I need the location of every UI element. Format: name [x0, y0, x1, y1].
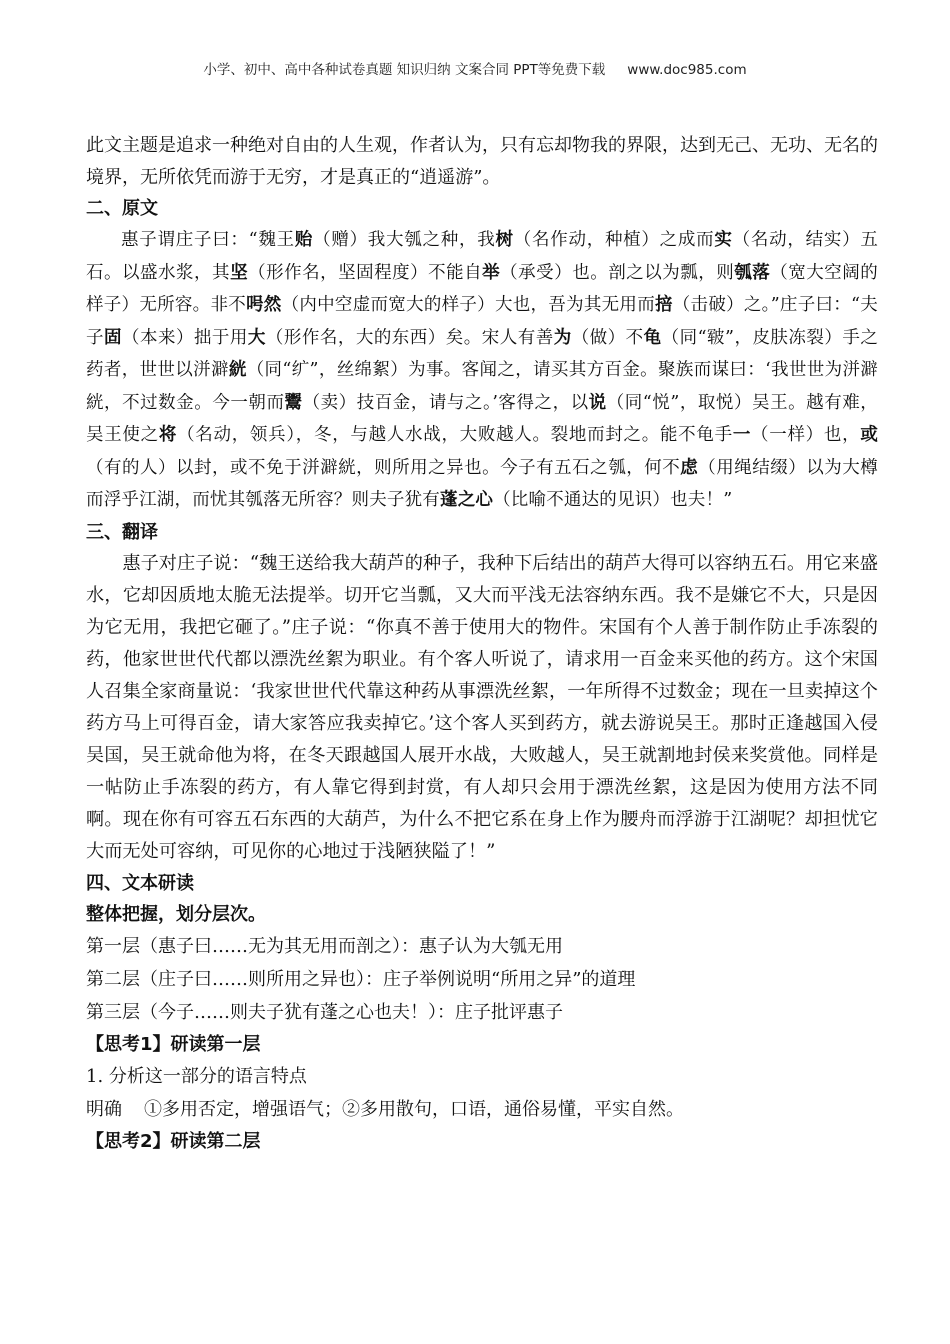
layer-2: 第二层（庄子曰……则所用之异也）：庄子举例说明“所用之异”的道理 — [86, 968, 636, 990]
section-study-title: 四、文本研读 — [86, 872, 194, 894]
keyword: 蓬之心 — [440, 490, 494, 510]
section-original-title: 二、原文 — [86, 198, 158, 219]
keyword: 实 — [714, 230, 733, 250]
think1-question: 1. 分析这一部分的语言特点 — [86, 1065, 307, 1087]
keyword: 树 — [495, 230, 514, 250]
section-study-subtitle: 整体把握，划分层次。 — [86, 903, 266, 925]
think1-answer — [86, 1093, 878, 1126]
translation-text: 惠子对庄子说：“魏王送给我大葫芦的种子，我种下后结出的葫芦大得可以容纳五石。用它来盛水，它却因质地太脆无法提举。切开它当瓢，又大而平浅无法容纳东西。我不是嫌它不大，只是因为它无用，我把它砸了。”庄子说：“你真不善于使用大的物件。宋国有个人善于制作防止手冻裂的药，他家世世代代都以漂洗丝絮为职业。有个客人听说了，请求用一百金来买他的药方。这个宋国人召集全家商量说：‘我家世世代代靠这种药从事漂洗丝絮，一年所得不过数金；现在一旦卖掉这个药方马上可得百金，请大家答应我卖掉它。’这个客人买到药方，就去游说吴王。那时正逢越国入侵吴国，吴王就命他为将，在冬天跟越国人展开水战，大败越人，吴王就割地封侯来奖赏他。同样是一帖防止手冻裂的药方，有人靠它得到封赏，有人却只会用于漂洗丝絮，这是因为使用方法不同啊。现在你有可容五石东西的大葫芦，为什么不把它系在身上作为腰舟而浮游于江湖呢？却担忧它大而无处可容纳，可见你的心地过于浅陋狭隘了！” — [86, 552, 878, 862]
original-text: 惠子谓庄子曰：“魏王贻（赠）我大瓠之种，我树（名作动，种植）之成而实（名动，结实）五石。以盛水浆，其坚（形作名，坚固程度）不能自举（承受）也。剖之以为瓢，则瓠落（宽大空阔的样子）无所容。非不呺然（内中空虚而宽大的样子）大也，吾为其无用而掊（击破）之。”庄子曰：“夫子固（本来）拙于用大（形作名，大的东西）矣。宋人有善为（做）不龟（同“皲”，皮肤冻裂）手之药者，世世以洴澼絖（同“纩”，丝绵絮）为事。客闻之，请买其方百金。聚族而谋曰：‘我世世为洴澼絖，不过数金。今一朝而鬻（卖）技百金，请与之。’客得之，以说（同“悦”，取悦）吴王。越有难，吴王使之将（名动，领兵），冬，与越人水战，大败越人。裂地而封之。能不龟手一（一样）也，或（有的人）以封，或不免于洴澼絖，则所用之异也。今子有五石之瓠，何不虑（用绳结缀）以为大樽而浮乎江湖，而忧其瓠落无所容？则夫子犹有蓬之心（比喻不通达的见识）也夫！” — [86, 230, 879, 510]
think2-title: 【思考2】研读第二层 — [86, 1130, 261, 1152]
keyword: 说 — [588, 392, 607, 413]
document-body — [86, 130, 878, 1157]
keyword: 虑 — [680, 457, 699, 478]
keyword: 鬻 — [284, 392, 303, 413]
keyword: 为 — [553, 327, 572, 348]
keyword: 贻 — [294, 230, 314, 250]
keyword: 举 — [482, 262, 501, 283]
answer-text: ①多用否定，增强语气；②多用散句，口语，通俗易懂，平实自然。 — [144, 1098, 684, 1120]
layer-3: 第三层（今子……则夫子犹有蓬之心也夫！）：庄子批评惠子 — [86, 1001, 563, 1023]
keyword: 呺然 — [246, 295, 282, 315]
header-url[interactable]: www.doc985.com — [627, 62, 747, 78]
keyword: 将 — [158, 425, 178, 445]
keyword: 掊 — [654, 295, 673, 315]
header-text: 小学、初中、高中各种试卷真题 知识归纳 文案合同 PPT等免费下载 — [203, 62, 606, 78]
keyword: 大 — [247, 327, 266, 348]
page-header — [0, 58, 950, 78]
layer-1: 第一层（惠子曰……无为其无用而剖之）：惠子认为大瓠无用 — [86, 935, 563, 957]
keyword: 瓠落 — [734, 262, 771, 283]
keyword: 坚 — [230, 262, 249, 283]
section-translation-title: 三、翻译 — [86, 521, 158, 543]
keyword: 或 — [860, 425, 879, 445]
keyword: 一 — [732, 425, 752, 445]
think1-title: 【思考1】研读第一层 — [86, 1033, 261, 1055]
intro-paragraph: 此文主题是追求一种绝对自由的人生观，作者认为，只有忘却物我的界限，达到无己、无功、无名的境界，无所依凭而游于无穷，才是真正的“逍遥游”。 — [86, 135, 878, 188]
keyword: 固 — [104, 327, 122, 348]
keyword: 絖 — [228, 360, 247, 380]
keyword: 龟 — [643, 327, 662, 348]
answer-label: 明确 — [86, 1098, 122, 1120]
